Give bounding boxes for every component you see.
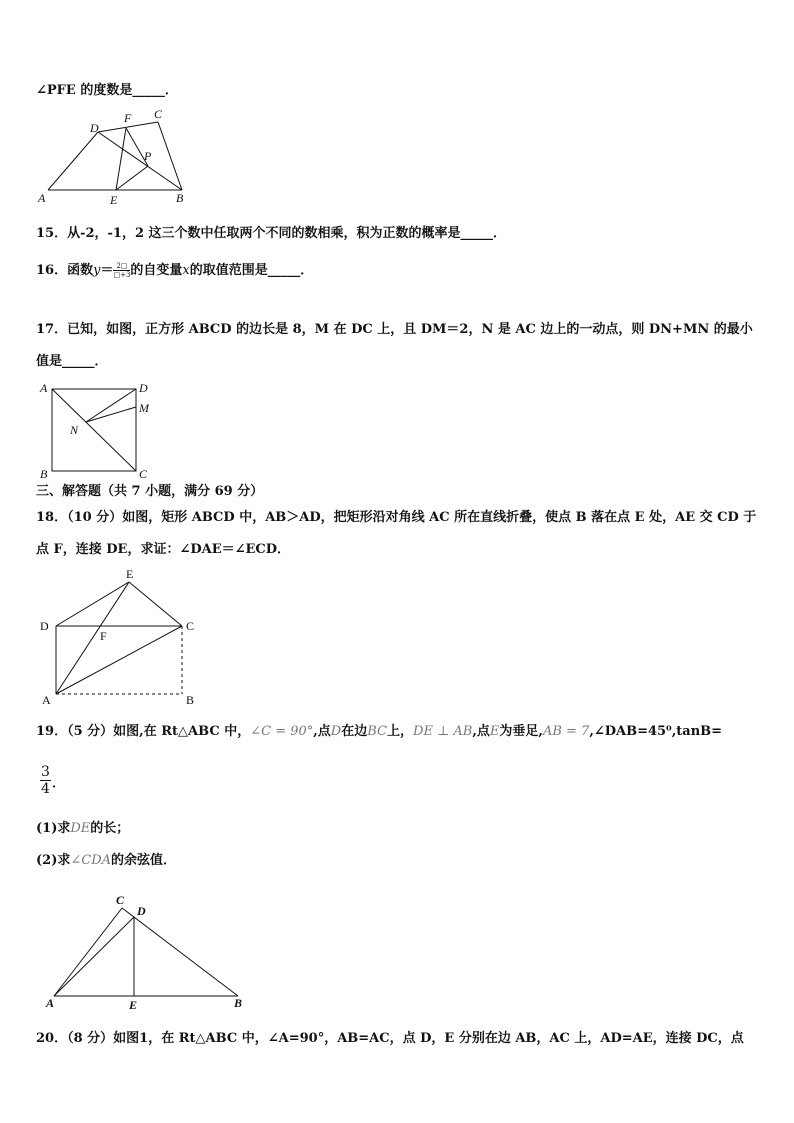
q16-text xyxy=(36,262,313,280)
q19-sub1 xyxy=(36,820,129,838)
q18-label-C: C xyxy=(186,619,195,633)
q15-text: 15．从-2，-1，2 这三个数中任取两个不同的数相乘，积为正数的概率是_____． xyxy=(36,226,507,241)
q20-text: 20．（8 分）如图1，在 Rt△ABC 中，∠A=90°，AB=AC，点 D，E 分别在边 AB，AC 上，AD=AE，连接 DC，点 xyxy=(36,1031,744,1046)
q17-label-N: N xyxy=(70,423,79,437)
q17-label-M: M xyxy=(139,401,149,415)
q19-part-a: 19．（5 分）如图,在 Rt△ABC 中， xyxy=(36,724,251,739)
q19-cond-perp: DE ⊥ AB xyxy=(413,724,473,739)
q18-label-A: A xyxy=(42,693,51,707)
q16-var-x: x xyxy=(182,263,190,278)
q17-label-D: D xyxy=(139,381,148,395)
q18-text-line2: 点 F，连接 DE，求证：∠DAE＝∠ECD． xyxy=(36,542,291,557)
q16-frac-den: □+3 xyxy=(113,271,131,279)
q19-text-line1 xyxy=(36,723,722,741)
q14-label-B: B xyxy=(176,191,184,205)
q19-sub2-angle: ∠CDA xyxy=(70,853,112,868)
q17-figure xyxy=(36,378,166,481)
q19-tan-fraction xyxy=(40,764,51,797)
q16-frac-num: 2□ xyxy=(113,262,130,271)
q19-figure xyxy=(42,893,262,1013)
q17-text-line1: 17．已知，如图，正方形 ABCD 的边长是 8，M 在 DC 上，且 DM＝2，N 是 AC 边上的一动点，则 DN+MN 的最小 xyxy=(36,322,753,337)
q19-tan-den: 4 xyxy=(41,781,50,797)
q18-label-D: D xyxy=(40,619,49,633)
q16-suffix-a: 的自变量 xyxy=(130,263,183,278)
q14-label-C: C xyxy=(154,107,163,121)
q18-label-B: B xyxy=(186,693,195,707)
q19-part-e: ,点 xyxy=(472,724,490,739)
q14-figure xyxy=(36,108,196,208)
q14-label-E: E xyxy=(110,193,118,207)
q19-part-d: 上， xyxy=(387,724,414,739)
q19-part-f: 为垂足, xyxy=(499,724,543,739)
q19-label-D: D xyxy=(137,904,146,918)
section3-title: 三、解答题（共 7 小题，满分 69 分） xyxy=(36,484,264,499)
q18-label-E: E xyxy=(126,567,134,581)
q19-sub2 xyxy=(36,852,176,870)
q19-label-C: C xyxy=(116,893,125,907)
q14-label-F: F xyxy=(124,111,132,125)
q19-sub1-de: DE xyxy=(70,821,91,836)
q17-label-A: A xyxy=(40,381,48,395)
q16-var-y: y xyxy=(93,263,101,278)
q17-text-line2: 值是_____． xyxy=(36,354,108,369)
q16-fraction xyxy=(113,262,130,279)
q14-label-D: D xyxy=(90,121,99,135)
q19-cond-angle-c: ∠C = 90° xyxy=(250,724,314,739)
q18-label-F: F xyxy=(100,629,107,643)
q19-sub2-a: (2)求 xyxy=(36,853,71,868)
q19-point-e: E xyxy=(489,724,500,739)
q16-eq: ＝ xyxy=(100,263,114,278)
q17-label-B: B xyxy=(40,467,48,481)
q19-part-b: ,点 xyxy=(313,724,331,739)
q16-suffix-b: 的取值范围是_____． xyxy=(189,263,314,278)
q19-part-g: ,∠DAB=45⁰,tanB= xyxy=(589,724,723,739)
q19-sub1-a: (1)求 xyxy=(36,821,71,836)
q19-sub2-c: 的余弦值． xyxy=(111,853,177,868)
q19-label-B: B xyxy=(234,996,243,1010)
q19-label-E: E xyxy=(129,998,138,1012)
q14-label-P: P xyxy=(144,149,152,163)
q18-text-line1: 18．（10 分）如图，矩形 ABCD 中，AB＞AD，把矩形沿对角线 AC 所在直线折叠，使点 B 落在点 E 处，AE 交 CD 于 xyxy=(36,510,757,525)
q19-tan-end: ． xyxy=(52,776,66,791)
q19-seg-bc: BC xyxy=(367,724,387,739)
q19-tan-num: 3 xyxy=(41,764,50,780)
q19-cond-ab: AB = 7 xyxy=(542,724,590,739)
q19-sub1-c: 的长； xyxy=(90,821,130,836)
q16-prefix: 16．函数 xyxy=(36,263,94,278)
q19-part-c: 在边 xyxy=(341,724,368,739)
q14-label-A: A xyxy=(38,191,46,205)
q17-label-C: C xyxy=(139,467,148,481)
q19-point-d: D xyxy=(330,724,342,739)
q18-figure xyxy=(36,566,216,706)
q19-label-A: A xyxy=(46,996,55,1010)
q14-text: ∠PFE 的度数是_____． xyxy=(36,83,178,98)
